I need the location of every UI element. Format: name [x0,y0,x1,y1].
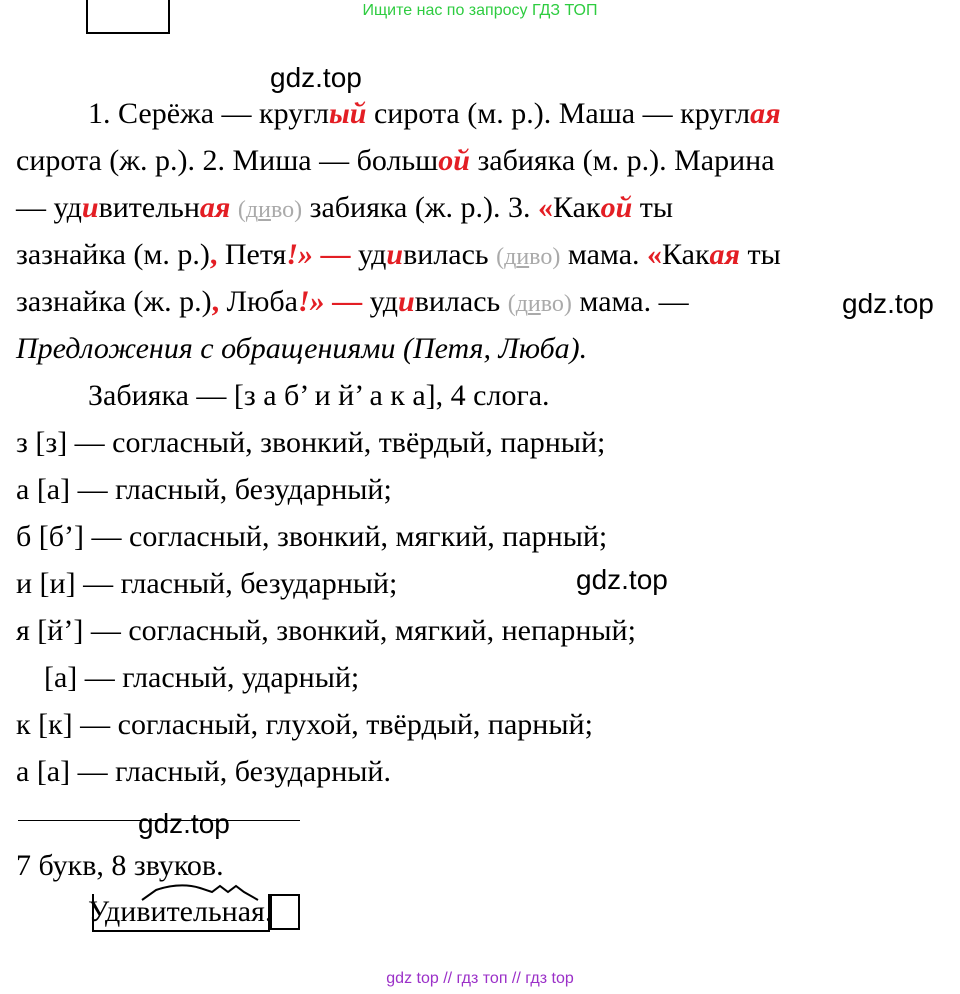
check-word: (диво) [237,197,303,223]
text-line-2: сирота (ж. р.). 2. Миша — большой забияка (м. р.). Марина [16,144,775,177]
phonetic-line: а [а] — гласный, безударный; [16,473,392,506]
top-banner: Ищите нас по запросу ГДЗ ТОП [362,2,598,19]
watermark: gdz.top [138,808,230,839]
text-line-3: — удивительная (диво) забияка (ж. р.). 3. «Какой ты [16,191,674,224]
watermark: gdz.top [842,288,934,319]
check-word: (диво) [496,244,561,270]
check-word: (диво) [507,291,572,317]
phonetic-line: а [а] — гласный, безударный. [16,755,391,788]
watermark: gdz.top [576,564,668,595]
previous-word-box [86,0,170,34]
text-line-4: зазнайка (м. р.), Петя!» — удивилась (диво) мама. «Какая ты [16,238,781,271]
phonetic-line: [а] — гласный, ударный; [44,661,360,694]
text-line-6: Предложения с обращениями (Петя, Люба). [16,332,588,365]
morpheme-word: Удивительная. [88,895,273,928]
ending-box [270,894,300,930]
text-line-1: 1. Серёжа — круглый сирота (м. р.). Маша — круглая [88,97,781,130]
divider-line [18,820,300,821]
phonetic-title: Забияка — [з а б’ и й’ а к а], 4 слога. [88,379,550,412]
phonetic-summary: 7 букв, 8 звуков. [16,849,224,882]
phonetic-line: к [к] — согласный, глухой, твёрдый, парный; [16,708,593,741]
phonetic-line: я [й’] — согласный, звонкий, мягкий, непарный; [16,614,636,647]
text-line-5: зазнайка (ж. р.), Люба!» — удивилась (диво) мама. — [16,285,689,318]
watermark: gdz.top [270,62,362,93]
word-stem: Удивительн [88,895,238,928]
phonetic-line: б [б’] — согласный, звонкий, мягкий, парный; [16,520,608,553]
word-ending: ая [237,895,265,928]
phonetic-line: з [з] — согласный, звонкий, твёрдый, парный; [16,426,606,459]
phonetic-line: и [и] — гласный, безударный; [16,567,398,600]
bottom-banner: gdz top // гдз топ // гдз top [386,970,574,987]
